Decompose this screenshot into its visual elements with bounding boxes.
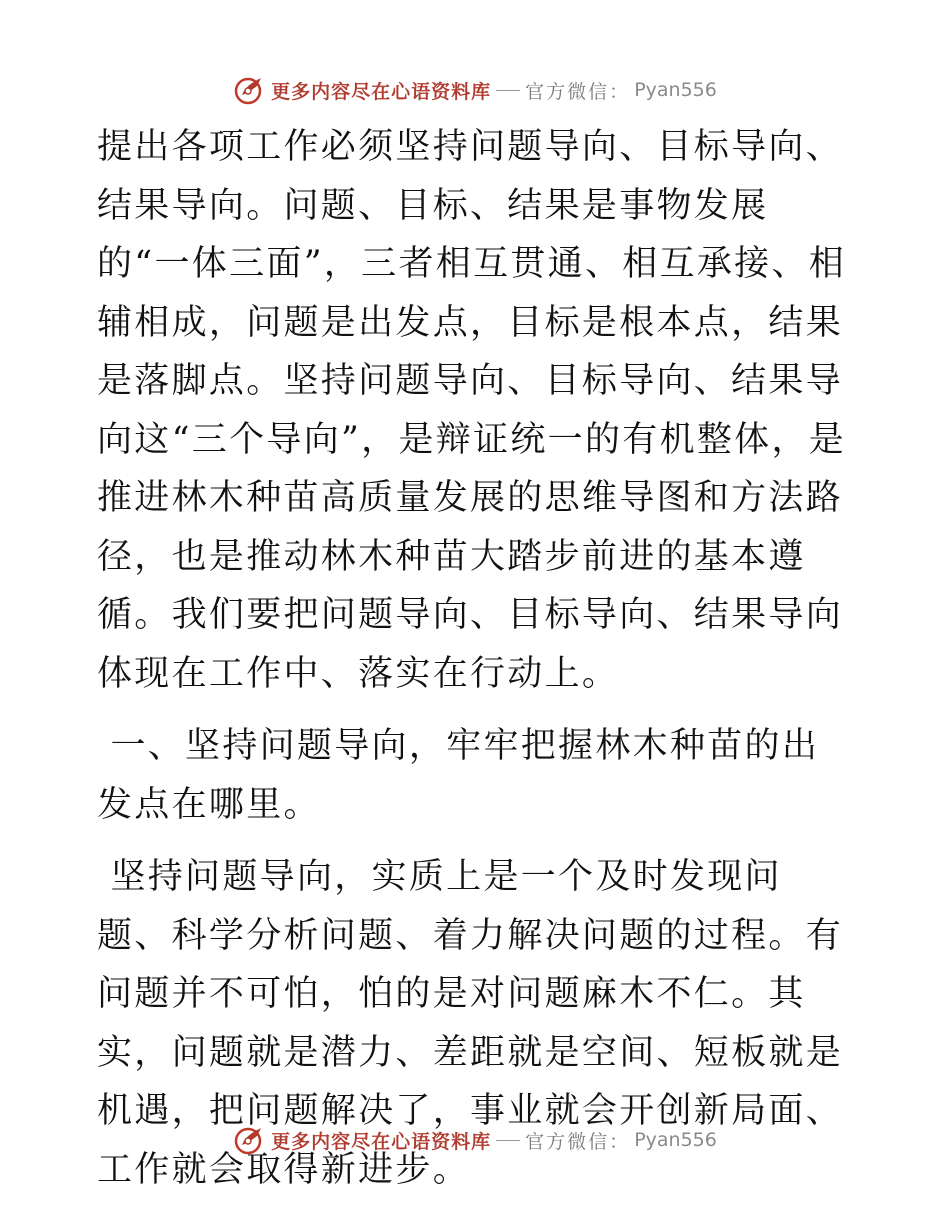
watermark-brand: 更多内容尽在心语资料库 [271, 80, 492, 103]
pen-logo-icon [233, 1123, 267, 1157]
footer-watermark [0, 1120, 950, 1160]
watermark-brand: 更多内容尽在心语资料库 [271, 1130, 492, 1153]
pen-logo-icon [233, 73, 267, 107]
watermark-wechat-id: Pyan556 [634, 79, 717, 101]
section-heading-1: 一、坚持问题导向，牢牢把握林木种苗的出发点在哪里。 [97, 726, 820, 825]
watermark-wechat-id: Pyan556 [634, 1129, 717, 1151]
watermark-dash [496, 1140, 520, 1141]
document-body [97, 118, 853, 1199]
watermark-dash [496, 90, 520, 91]
header-watermark [0, 70, 950, 110]
body-paragraph-2: 坚持问题导向，实质上是一个及时发现问题、科学分析问题、着力解决问题的过程。有问题并不可怕，怕的是对问题麻木不仁。其实，问题就是潜力、差距就是空间、短板就是机遇，把问题解决了，事业就会开创新局面、工作就会取得新进步。 [97, 857, 844, 1190]
watermark-wechat-label: 官方微信： [525, 1130, 631, 1153]
body-paragraph-1: 提出各项工作必须坚持问题导向、目标导向、结果导向。问题、目标、结果是事物发展的“一体三面”，三者相互贯通、相互承接、相辅相成，问题是出发点，目标是根本点，结果是落脚点。坚持问题导向、目标导向、结果导向这“三个导向”，是辩证统一的有机整体，是推进林木种苗高质量发展的思维导图和方法路径，也是推动林木种苗大踏步前进的基本遵循。我们要把问题导向、目标导向、结果导向体现在工作中、落实在行动上。 [97, 127, 847, 694]
watermark-wechat-label: 官方微信： [525, 80, 631, 103]
